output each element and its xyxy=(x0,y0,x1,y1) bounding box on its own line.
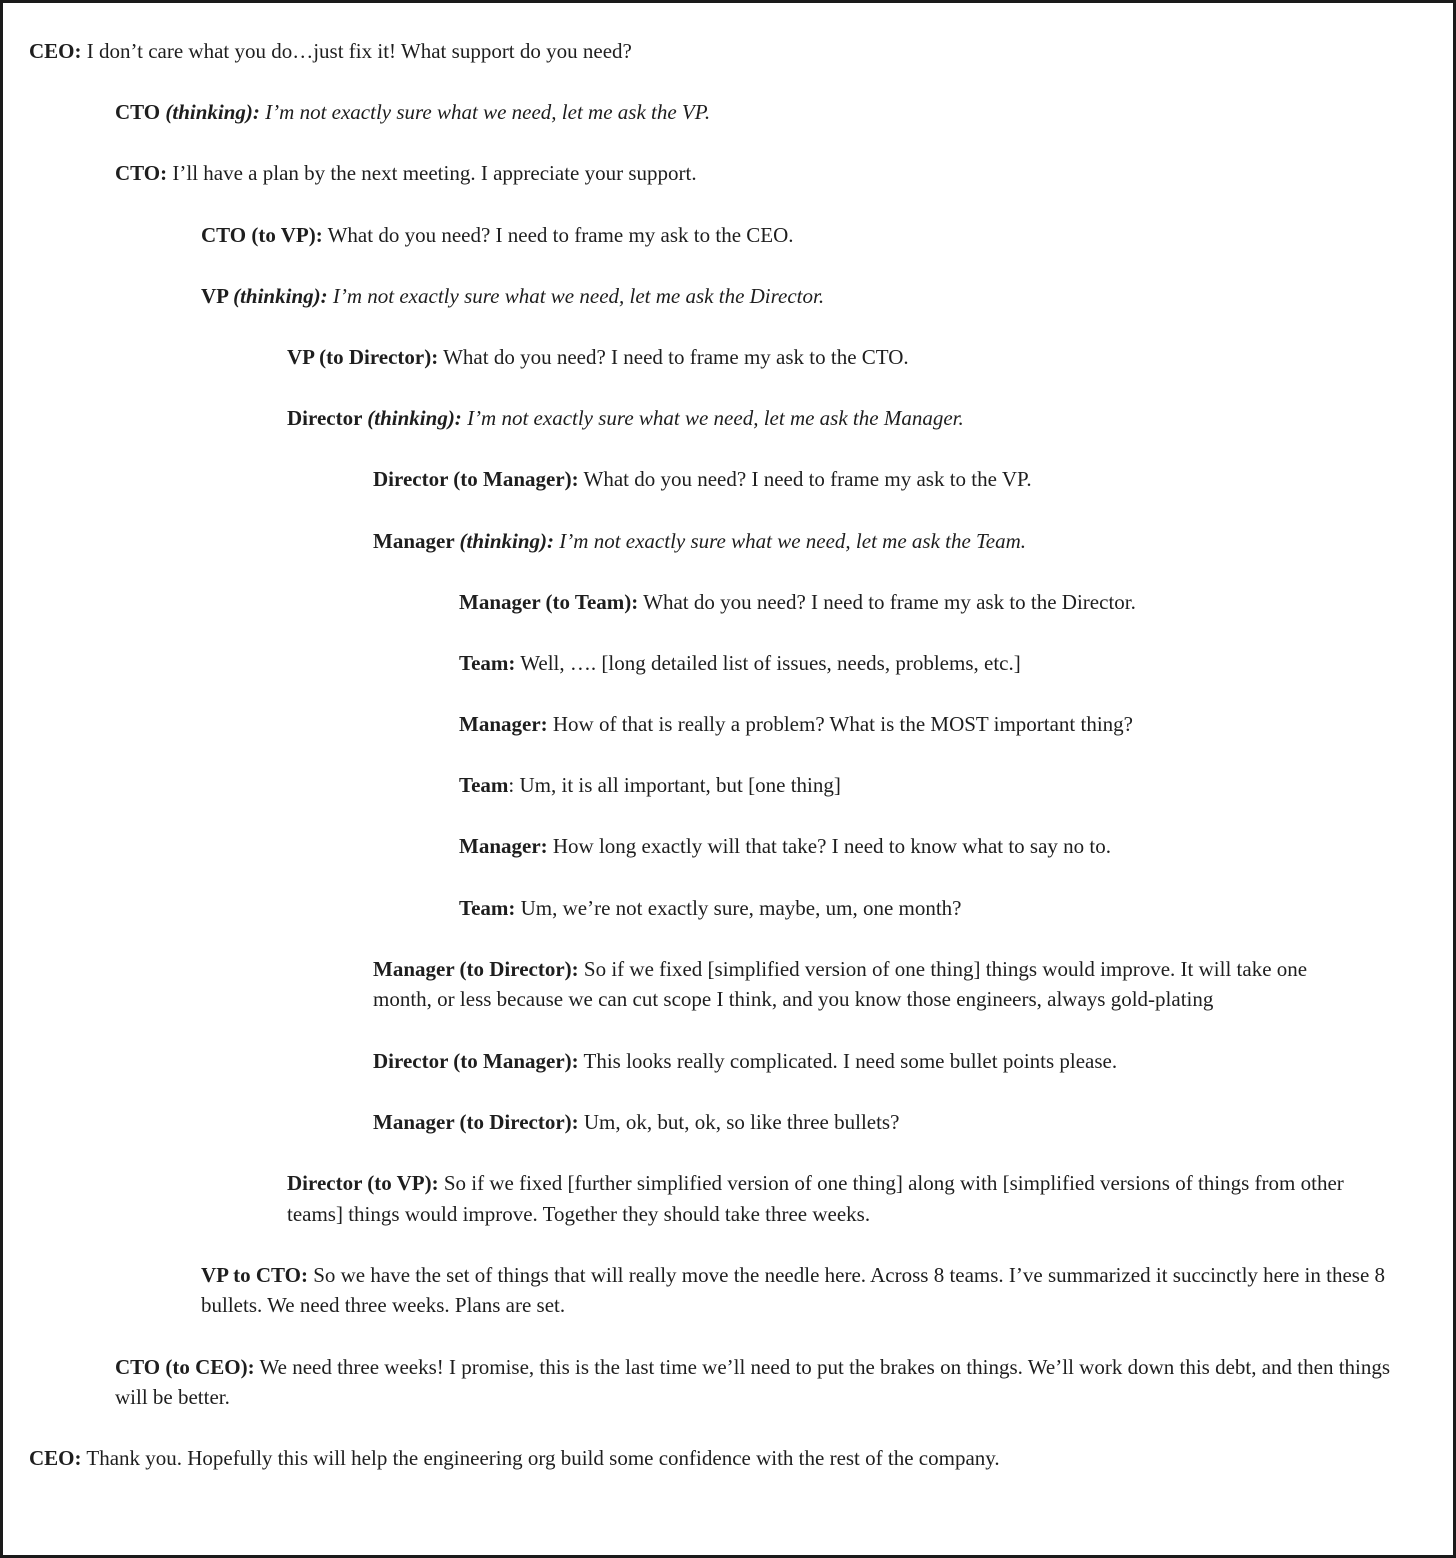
dialogue-line-vp-to-director xyxy=(3,342,1397,373)
speaker-label: Director (to VP): xyxy=(287,1170,439,1195)
dialogue-text: What do you need? I need to frame my ask to the CEO. xyxy=(322,222,794,247)
speaker-name: Director xyxy=(287,406,368,431)
dialogue-line-director-to-manager xyxy=(3,1046,1363,1077)
dialogue-line-cto-to-vp xyxy=(3,220,1401,251)
dialogue-line-vp-to-cto xyxy=(3,1260,1401,1321)
dialogue-text: I don’t care what you do…just fix it! What support do you need? xyxy=(81,39,632,63)
dialogue-line-manager xyxy=(3,831,1359,862)
speaker-name: VP xyxy=(201,283,234,308)
dialogue-text: I’m not exactly sure what we need, let me ask the Director. xyxy=(327,283,825,308)
speaker-qualifier: (thinking): xyxy=(367,406,462,431)
speaker-label xyxy=(115,100,260,124)
dialogue-text: I’ll have a plan by the next meeting. I appreciate your support. xyxy=(167,161,697,186)
dialogue-text: What do you need? I need to frame my ask to the Director. xyxy=(638,589,1136,614)
speaker-label: CEO: xyxy=(29,39,82,63)
dialogue-line-ceo xyxy=(3,36,1409,67)
dialogue-line-cto xyxy=(3,158,1415,189)
dialogue-text: How of that is really a problem? What is the MOST important thing? xyxy=(547,712,1134,737)
speaker-name: CTO xyxy=(115,100,166,125)
dialogue-text: How long exactly will that take? I need to know what to say no to. xyxy=(547,834,1112,859)
dialogue-line-team xyxy=(3,893,1359,924)
speaker-label xyxy=(373,529,554,553)
dialogue-line-vp-thinking xyxy=(3,281,1401,312)
dialogue-text: What do you need? I need to frame my ask to the VP. xyxy=(578,467,1032,492)
dialogue-line-director-thinking xyxy=(3,403,1397,434)
dialogue-line-manager xyxy=(3,709,1359,740)
dialogue-text: Thank you. Hopefully this will help the engineering org build some confidence with the rest of the company. xyxy=(81,1446,1000,1471)
speaker-label: VP (to Director): xyxy=(287,344,439,369)
speaker-label: Director (to Manager): xyxy=(373,1048,579,1073)
dialogue-text: We need three weeks! I promise, this is the last time we’ll need to put the brakes on things. We’ll work down this debt, and then things will be better. xyxy=(115,1354,1391,1410)
speaker-label: Manager (to Director): xyxy=(373,956,579,981)
dialogue-line-manager-to-director xyxy=(3,954,1363,1015)
dialogue-text: I’m not exactly sure what we need, let me ask the Team. xyxy=(554,528,1027,553)
dialogue-text: Um, we’re not exactly sure, maybe, um, one month? xyxy=(515,895,962,920)
dialogue-line-director-to-vp xyxy=(3,1168,1397,1229)
speaker-qualifier: (thinking): xyxy=(459,528,555,553)
dialogue-line-manager-to-team xyxy=(3,587,1359,618)
dialogue-line-ceo xyxy=(3,1443,1409,1474)
speaker-label: Director (to Manager): xyxy=(373,467,579,492)
speaker-label: Manager: xyxy=(459,712,548,737)
dialogue-text: This looks really complicated. I need some bullet points please. xyxy=(578,1048,1118,1073)
dialogue-text: So if we fixed [further simplified version of one thing] along with [simplified versions of things from other teams] things would improve. Together they should take three weeks. xyxy=(287,1170,1344,1226)
dialogue-line-director-to-manager xyxy=(3,464,1363,495)
dialogue-line-cto-to-ceo xyxy=(3,1352,1415,1413)
speaker-label xyxy=(287,406,462,430)
dialogue-line-manager-to-director xyxy=(3,1107,1363,1138)
speaker-label: Manager (to Team): xyxy=(459,589,639,614)
dialogue-text: So if we fixed [simplified version of one thing] things would improve. It will take one month, or less because we can cut scope I think, and you know those engineers, always gold-plating xyxy=(373,956,1308,1012)
dialogue-text: Well, …. [long detailed list of issues, needs, problems, etc.] xyxy=(515,650,1021,675)
speaker-label: Team: xyxy=(459,895,516,920)
speaker-label xyxy=(201,284,328,308)
speaker-label: CTO (to CEO): xyxy=(115,1354,255,1379)
dialogue-line-cto-thinking xyxy=(3,97,1415,128)
speaker-name: Manager xyxy=(373,528,460,553)
speaker-label: CTO: xyxy=(115,161,168,186)
speaker-label: Manager (to Director): xyxy=(373,1109,579,1134)
dialogue-line-manager-thinking xyxy=(3,526,1363,557)
dialogue-text: I’m not exactly sure what we need, let me ask the VP. xyxy=(259,100,711,125)
dialogue-text: So we have the set of things that will really move the needle here. Across 8 teams. I’ve summarized it succinctly here in these 8 bullets. We need three weeks. Plans are set. xyxy=(201,1262,1386,1318)
speaker-label: VP to CTO: xyxy=(201,1262,308,1287)
speaker-label: CTO (to VP): xyxy=(201,222,323,247)
dialogue-text: What do you need? I need to frame my ask to the CTO. xyxy=(438,344,909,369)
speaker-label: Manager: xyxy=(459,834,548,859)
speaker-label: Team xyxy=(459,773,509,798)
speaker-label: CEO: xyxy=(29,1446,82,1471)
speaker-qualifier: (thinking): xyxy=(165,100,260,125)
speaker-qualifier: (thinking): xyxy=(233,283,328,308)
speaker-label: Team: xyxy=(459,650,516,675)
dialogue-text: : Um, it is all important, but [one thing] xyxy=(508,773,841,798)
dialogue-text: I’m not exactly sure what we need, let me ask the Manager. xyxy=(461,406,964,431)
dialogue-line-team xyxy=(3,770,1359,801)
dialogue-line-team xyxy=(3,648,1359,679)
dialogue-text: Um, ok, but, ok, so like three bullets? xyxy=(578,1109,900,1134)
